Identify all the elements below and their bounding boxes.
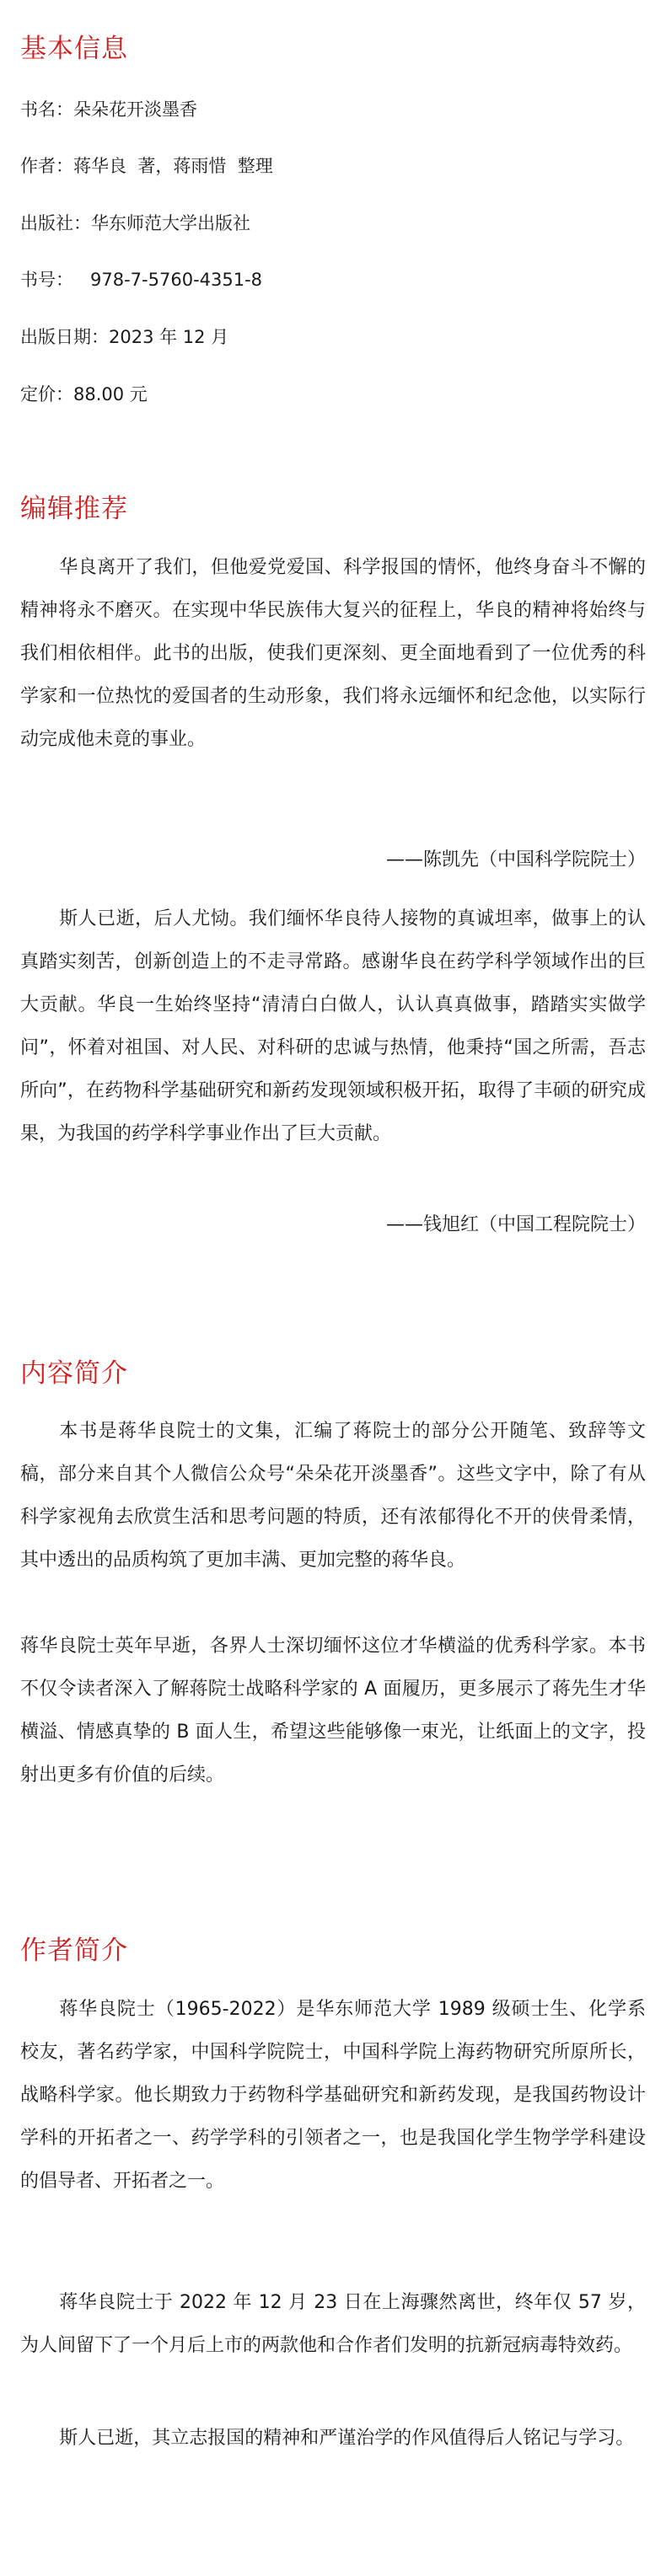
author-paragraph-2: 蒋华良院士于 2022 年 12 月 23 日在上海骤然离世，终年仅 57 岁，为人间留下了一个月后上市的两款他和合作者们发明的抗新冠病毒特效药。 bbox=[20, 2292, 646, 2356]
recommend-signature-1: ——陈凯先（中国科学院院士） bbox=[385, 849, 646, 870]
recommend-signature-2: ——钱旭红（中国工程院院士） bbox=[385, 1214, 646, 1235]
book-name: 书名：朵朵花开淡墨香 bbox=[20, 99, 197, 120]
author-paragraph-1: 蒋华良院士（1965-2022）是华东师范大学 1989 级硕士生、化学系校友，著名药学家，中国科学院院士，中国科学院上海药物研究所原所长，战略科学家。他长期致力于药物科学基础研究和新药发现，是我国药物设计学科的开拓者之一、药学学科的引领者之一，也是我国化学生物学学科建设的倡导者、开拓者之一。 bbox=[20, 1999, 646, 2192]
book-pub-date: 出版日期：2023 年 12 月 bbox=[20, 327, 229, 347]
summary-heading: 内容简介 bbox=[20, 1358, 128, 1389]
book-price: 定价：88.00 元 bbox=[20, 384, 148, 404]
book-author: 作者：蒋华良 著，蒋雨惜 整理 bbox=[20, 156, 273, 176]
author-paragraph-3: 斯人已逝，其立志报国的精神和严谨治学的作风值得后人铭记与学习。 bbox=[59, 2428, 635, 2449]
recommend-paragraph-1: 华良离开了我们，但他爱党爱国、科学报国的情怀，他终身奋斗不懈的精神将永不磨灭。在实现中华民族伟大复兴的征程上，华良的精神将始终与我们相依相伴。此书的出版，使我们更深刻、更全面地看到了一位优秀的科学家和一位热忱的爱国者的生动形象，我们将永远缅怀和纪念他，以实际行动完成他未竟的事业。 bbox=[20, 557, 646, 750]
recommend-heading: 编辑推荐 bbox=[20, 494, 128, 524]
summary-paragraph-1: 本书是蒋华良院士的文集，汇编了蒋院士的部分公开随笔、致辞等文稿，部分来自其个人微信公众号“朵朵花开淡墨香”。这些文字中，除了有从科学家视角去欣赏生活和思考问题的特质，还有浓郁得化不开的侠骨柔情，其中透出的品质构筑了更加丰满、更加完整的蒋华良。 bbox=[20, 1421, 646, 1571]
basic-info-heading: 基本信息 bbox=[20, 34, 128, 64]
author-heading: 作者简介 bbox=[20, 1936, 128, 1966]
book-isbn: 书号： 978-7-5760-4351-8 bbox=[20, 270, 263, 290]
recommend-paragraph-2: 斯人已逝，后人尤恸。我们缅怀华良待人接物的真诚坦率，做事上的认真踏实刻苦，创新创造上的不走寻常路。感谢华良在药学科学领域作出的巨大贡献。华良一生始终坚持“清清白白做人，认认真真做事，踏踏实实做学问”，怀着对祖国、对人民、对科研的忠诚与热情，他秉持“国之所需，吾志所向”，在药物科学基础研究和新药发现领域积极开拓，取得了丰硕的研究成果，为我国的药学科学事业作出了巨大贡献。 bbox=[20, 908, 646, 1144]
summary-paragraph-2: 蒋华良院士英年早逝，各界人士深切缅怀这位才华横溢的优秀科学家。本书不仅令读者深入了解蒋院士战略科学家的 A 面履历，更多展示了蒋先生才华横溢、情感真挚的 B 面人生，希望这些能够像一束光，让纸面上的文字，投射出更多有价值的后续。 bbox=[20, 1636, 646, 1786]
book-publisher: 出版社：华东师范大学出版社 bbox=[20, 213, 250, 233]
